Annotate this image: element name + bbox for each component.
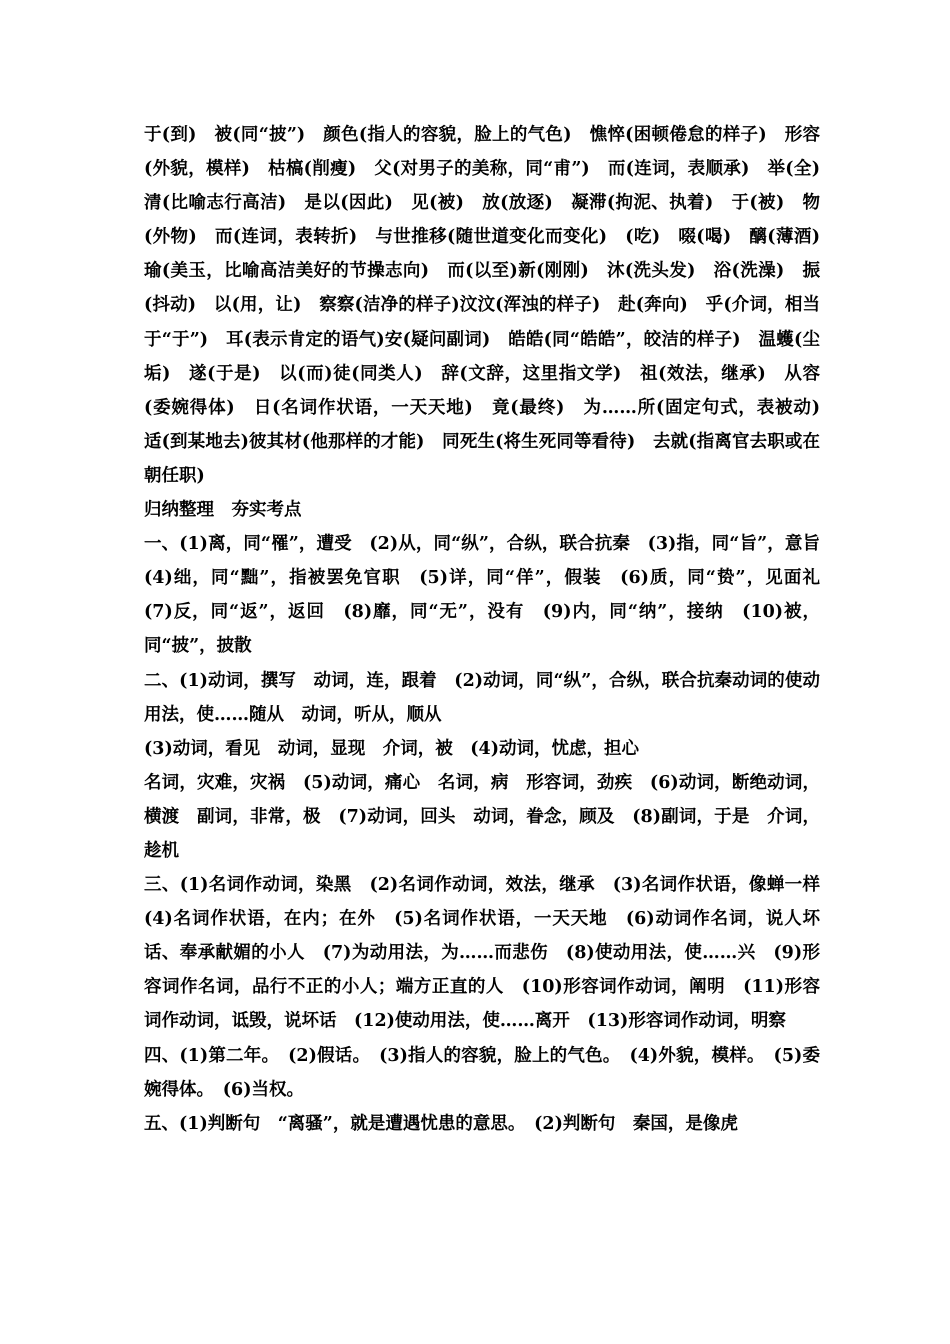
answer-section-1: 一、(1)离，同“罹”，遭受 (2)从，同“纵”，合纵，联合抗秦 (3)指，同“旨”，意旨 (4)绌，同“黜”，指被罢免官职 (5)详，同“佯”，假装 (6)质，同“贽”，见面礼 (7)反，同“返”，返回 (8)靡，同“无”，没有 (9)内，同“纳”，接纳 (10)被，同“披”，披散: [144, 534, 838, 657]
glossary-paragraph: 于(到) 被(同“披”) 颜色(指人的容貌，脸上的气色) 憔悴(困顿倦怠的样子) 形容(外貌，模样) 枯槁(削瘦) 父(对男子的美称，同“甫”) 而(连词，表顺承) 举(全) 清(比喻志行高洁) 是以(因此) 见(被) 放(放逐) 凝滞(拘泥、执着) 于(被) 物(外物) 而(连词，表转折) 与世推移(随世道变化而变化) (吃) 啜(喝) 醨(薄酒) 瑜(美玉，比喻高洁美好的节操志向) 而(以至)新(刚刚) 沐(洗头发) 浴(洗澡) 振(抖动) 以(用，让) 察察(洁净的样子)汶汶(浑浊的样子) 赴(奔向) 乎(介词，相当于“于”) 耳(表示肯定的语气)安(疑问副词) 皓皓(同“皓皓”，皎洁的样子) 温蠖(尘垢) 遂(于是) 以(而)徒(同类人) 辞(文辞，这里指文学) 祖(效法，继承) 从容(委婉得体) 日(名词作状语，一天天地) 竟(最终) 为……所(固定句式，表被动) 适(到某地去)彼其材(他那样的才能) 同死生(将生死同等看待) 去就(指离官去职或在朝任职): [144, 125, 838, 486]
answer-section-2b: (3)动词，看见 动词，显现 介词，被 (4)动词，忧虑，担心: [144, 738, 639, 759]
section-heading: 归纳整理 夯实考点: [144, 500, 302, 521]
document-page: [144, 118, 838, 1141]
answer-section-2c: 名词，灾难，灾祸 (5)动词，痛心 名词，病 形容词，劲疾 (6)动词，断绝动词，横渡 副词，非常，极 (7)动词，回头 动词，眷念，顾及 (8)副词，于是 介词，趁机: [144, 772, 820, 861]
answer-section-4: 四、(1)第二年。 (2)假话。 (3)指人的容貌，脸上的气色。 (4)外貌，模样。 (5)委婉得体。 (6)当权。: [144, 1045, 820, 1100]
answer-section-2a: 二、(1)动词，撰写 动词，连，跟着 (2)动词，同“纵”，合纵，联合抗秦动词的使动用法，使……随从 动词，听从，顺从: [144, 670, 820, 725]
answer-section-3: 三、(1)名词作动词，染黑 (2)名词作动词，效法，继承 (3)名词作状语，像蝉一样 (4)名词作状语，在内；在外 (5)名词作状语，一天天地 (6)动词作名词，说人坏话、奉承献媚的小人 (7)为动用法，为……而悲伤 (8)使动用法，使……兴 (9)形容词作名词，品行不正的小人；端方正直的人 (10)形容词作动词，阐明 (11)形容词作动词，诋毁，说坏话 (12)使动用法，使……离开 (13)形容词作动词，明察: [144, 875, 838, 1032]
answer-section-5: 五、(1)判断句 “离骚”，就是遭遇忧患的意思。 (2)判断句 秦国，是像虎: [144, 1113, 738, 1134]
